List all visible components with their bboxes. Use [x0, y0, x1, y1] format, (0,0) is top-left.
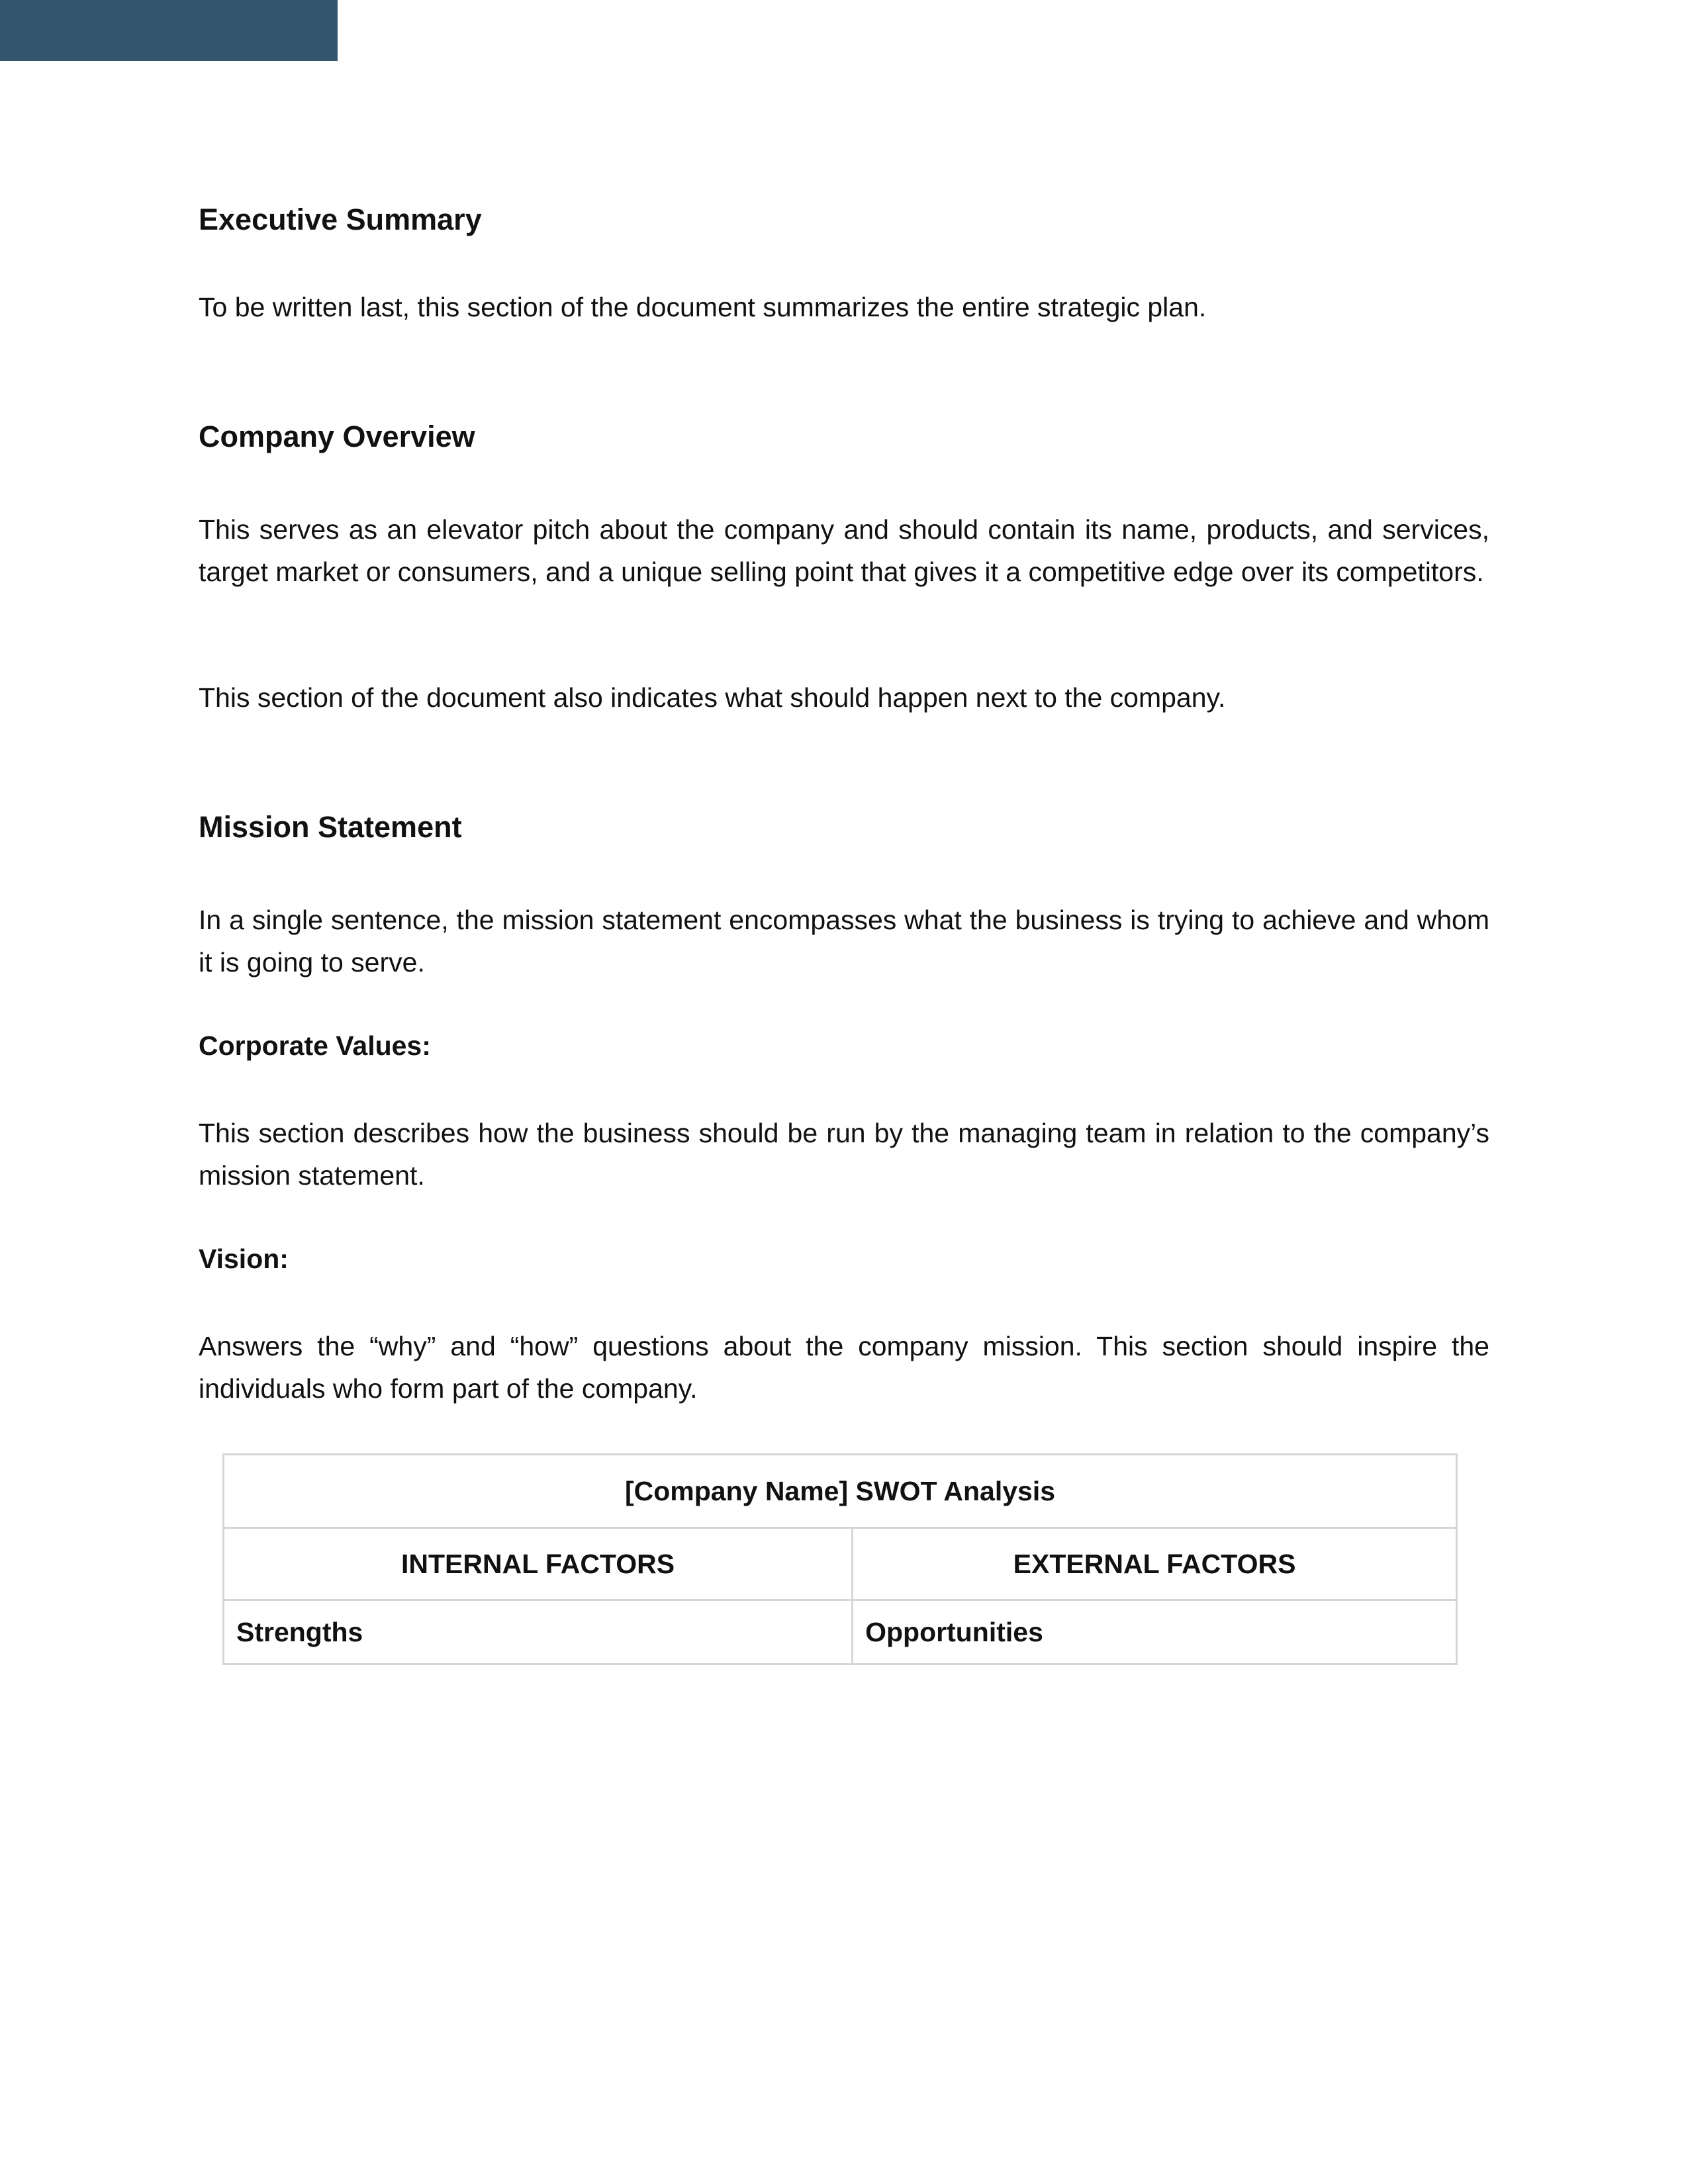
internal-factors-header: INTERNAL FACTORS	[224, 1528, 853, 1600]
opportunities-cell: Opportunities	[853, 1600, 1457, 1664]
vision-text: Answers the “why” and “how” questions about the company mission. This section should inspire the individuals who form part of the company.	[199, 1331, 1489, 1404]
corporate-values-heading: Corporate Values:	[199, 1030, 431, 1061]
company-overview-text: This serves as an elevator pitch about the company and should contain its name, products, and services, target market or consumers, and a unique selling point that gives it a competitive edge over its competitors.	[199, 514, 1489, 587]
strengths-cell: Strengths	[224, 1600, 853, 1664]
corporate-values-text: This section describes how the business should be run by the managing team in relation to the company’s mission statement.	[199, 1118, 1489, 1191]
swot-factors-row	[224, 1528, 1457, 1600]
mission-statement-heading: Mission Statement	[199, 810, 462, 844]
executive-summary-heading: Executive Summary	[199, 203, 482, 236]
swot-analysis-table	[222, 1453, 1458, 1665]
header-color-band	[0, 0, 338, 61]
swot-labels-row	[224, 1600, 1457, 1664]
vision-heading: Vision:	[199, 1244, 289, 1274]
company-overview-heading: Company Overview	[199, 420, 475, 453]
company-overview-next-text: This section of the document also indicates what should happen next to the company.	[199, 682, 1226, 713]
swot-table-title: [Company Name] SWOT Analysis	[224, 1455, 1457, 1528]
swot-title-row	[224, 1455, 1457, 1528]
mission-statement-text: In a single sentence, the mission statement encompasses what the business is trying to achieve and whom it is going to serve.	[199, 905, 1489, 978]
executive-summary-text: To be written last, this section of the document summarizes the entire strategic plan.	[199, 292, 1207, 322]
external-factors-header: EXTERNAL FACTORS	[853, 1528, 1457, 1600]
